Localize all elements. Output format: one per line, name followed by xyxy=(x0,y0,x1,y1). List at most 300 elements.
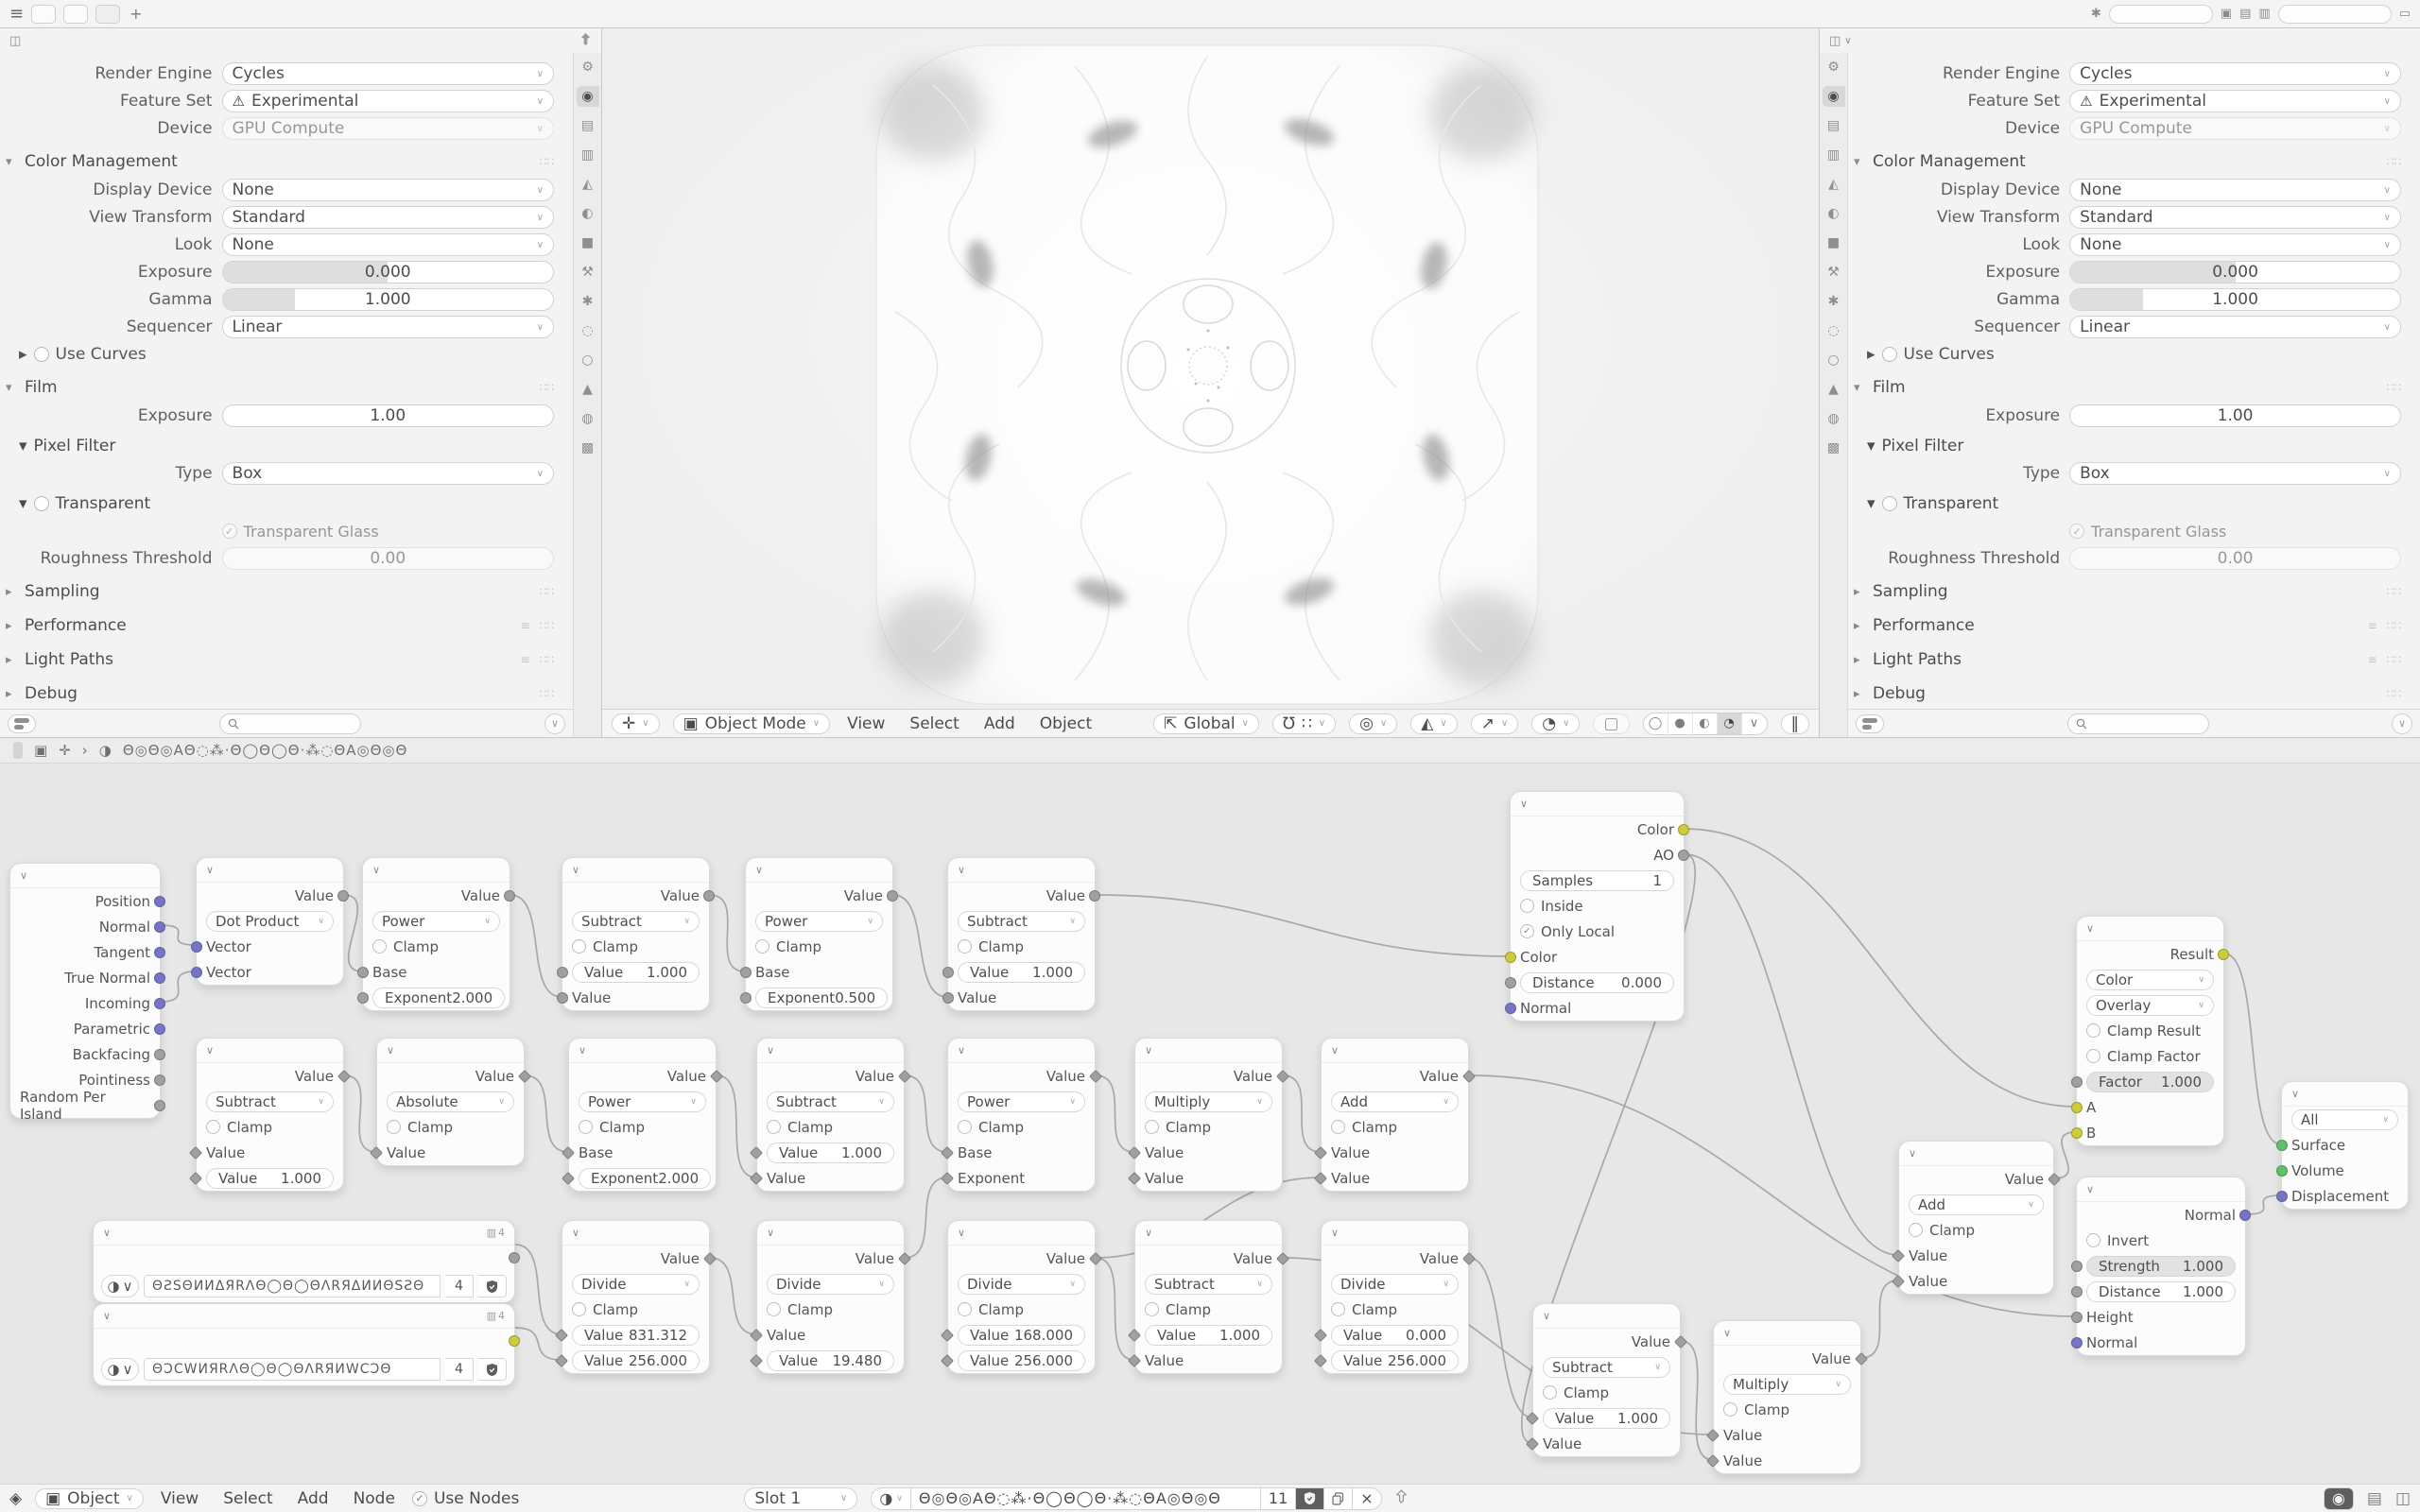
input-socket[interactable] xyxy=(191,967,202,978)
checkbox[interactable]: ✓ xyxy=(1520,924,1534,938)
operation-dropdown[interactable] xyxy=(1331,1274,1459,1295)
fake-user-shield-toggle[interactable] xyxy=(1296,1487,1324,1510)
pause-render-button[interactable] xyxy=(1781,713,1810,734)
output-socket[interactable] xyxy=(1678,824,1689,835)
node-math-multiply-1[interactable] xyxy=(1134,1038,1283,1192)
operation-dropdown[interactable] xyxy=(2086,995,2214,1016)
node-vector-math-dot[interactable] xyxy=(196,857,344,986)
mode-dropdown[interactable]: ▣ Object Mode ∨ xyxy=(673,713,830,734)
property-select-device[interactable] xyxy=(2069,117,2401,140)
value-field[interactable] xyxy=(2086,1281,2236,1302)
properties-tab-object-data[interactable]: ▲ xyxy=(1828,382,1839,397)
section-header-debug[interactable] xyxy=(1854,680,2407,707)
node-header[interactable]: ∨ xyxy=(757,1221,904,1246)
value-field[interactable] xyxy=(2086,1072,2214,1092)
value-field[interactable] xyxy=(1331,1325,1459,1346)
editor-type-icon[interactable]: ◈ xyxy=(9,1488,23,1508)
input-socket[interactable] xyxy=(1505,977,1516,988)
subsection-transparent[interactable] xyxy=(1854,491,2407,516)
checkbox[interactable] xyxy=(572,1302,586,1316)
viewport-3d[interactable] xyxy=(602,28,1819,737)
operation-dropdown[interactable] xyxy=(1909,1194,2044,1215)
node-header[interactable]: ∨ xyxy=(948,1039,1095,1063)
properties-tab-texture[interactable]: ▩ xyxy=(580,440,595,455)
properties-tab-tool[interactable]: ⚙ xyxy=(1827,60,1840,75)
checkbox[interactable] xyxy=(1145,1302,1159,1316)
workspace-tab[interactable] xyxy=(31,5,56,24)
display-filter-icon[interactable] xyxy=(1856,714,1884,733)
checkbox[interactable] xyxy=(2086,1023,2100,1038)
operation-dropdown[interactable] xyxy=(206,1091,334,1112)
node-texture-node-a[interactable] xyxy=(93,1220,515,1303)
operation-dropdown[interactable] xyxy=(579,1091,706,1112)
checkbox[interactable] xyxy=(1145,1120,1159,1134)
menu-view[interactable]: View xyxy=(160,1488,199,1508)
node-math-subtract-6[interactable] xyxy=(1532,1303,1681,1457)
property-slider-exposure[interactable] xyxy=(222,261,554,284)
overlay-icon-1[interactable]: ▤ xyxy=(2366,1488,2382,1508)
output-socket[interactable] xyxy=(2218,949,2229,960)
node-header[interactable]: ∨ ▥ 4 xyxy=(94,1221,514,1246)
property-select-render-engine[interactable] xyxy=(222,62,554,85)
tool-dropdown[interactable]: ✛ ∨ xyxy=(612,713,660,734)
preset-list-icon[interactable]: ≡ xyxy=(520,653,530,666)
properties-tab-output[interactable]: ▤ xyxy=(580,118,595,133)
input-socket[interactable] xyxy=(942,992,954,1004)
input-socket[interactable] xyxy=(2071,1102,2083,1113)
value-field[interactable] xyxy=(958,1325,1085,1346)
property-select-look[interactable] xyxy=(222,233,554,256)
node-math-power-4[interactable] xyxy=(947,1038,1096,1192)
property-select-look[interactable] xyxy=(2069,233,2401,256)
checkbox[interactable] xyxy=(1723,1402,1737,1417)
options-chevron-button[interactable]: ∨ xyxy=(2392,713,2412,734)
property-select-render-engine[interactable] xyxy=(2069,62,2401,85)
checkbox[interactable] xyxy=(579,1120,593,1134)
properties-tab-object-data[interactable]: ▲ xyxy=(582,382,593,397)
section-header-performance[interactable] xyxy=(1854,612,2407,639)
node-header[interactable]: ∨ xyxy=(569,1039,716,1063)
properties-tab-scene[interactable]: ◭ xyxy=(1828,177,1839,192)
property-select-type[interactable] xyxy=(2069,462,2401,485)
output-socket[interactable] xyxy=(1089,890,1100,902)
section-header-sampling[interactable] xyxy=(6,578,560,605)
value-field[interactable] xyxy=(579,1168,711,1189)
browse-material-button[interactable]: ◑ ∨ xyxy=(871,1487,911,1510)
node-math-subtract-5[interactable] xyxy=(1134,1220,1283,1374)
section-header-debug[interactable] xyxy=(6,680,560,707)
value-field[interactable] xyxy=(2086,1256,2236,1277)
value-field[interactable] xyxy=(572,962,700,983)
checkbox[interactable] xyxy=(958,1302,972,1316)
checkbox[interactable] xyxy=(1520,899,1534,913)
checkbox[interactable] xyxy=(387,1120,401,1134)
value-field[interactable] xyxy=(958,1350,1085,1371)
properties-tab-particles[interactable]: ✱ xyxy=(1827,294,1840,309)
checkbox[interactable] xyxy=(1882,496,1897,511)
node-header[interactable]: ∨ xyxy=(197,858,343,883)
node-math-add-1[interactable] xyxy=(1321,1038,1469,1192)
output-socket[interactable] xyxy=(337,890,349,902)
properties-tab-modifiers[interactable]: ⚒ xyxy=(581,265,594,280)
checkbox[interactable] xyxy=(767,1120,781,1134)
shading-material-preview-icon[interactable]: ◐ xyxy=(1693,713,1718,734)
output-socket[interactable] xyxy=(154,1023,165,1035)
node-math-divide-4[interactable] xyxy=(1321,1220,1469,1374)
property-select-sequencer[interactable] xyxy=(2069,316,2401,338)
link-icon[interactable]: ▣ xyxy=(2220,7,2233,21)
input-socket[interactable] xyxy=(740,992,752,1004)
section-header-sampling[interactable] xyxy=(1854,578,2407,605)
shading-wireframe-icon[interactable]: ◯ xyxy=(1644,713,1668,734)
node-header[interactable]: ∨ xyxy=(2077,917,2223,941)
node-math-add-2[interactable] xyxy=(1898,1141,2054,1295)
value-field[interactable] xyxy=(206,1168,334,1189)
fake-user-shield-toggle[interactable] xyxy=(478,1358,507,1381)
menu-view[interactable]: View xyxy=(847,713,886,733)
node-header[interactable]: ∨ xyxy=(948,1221,1095,1246)
subsection-pixel-filter[interactable] xyxy=(1854,434,2407,458)
node-header[interactable]: ∨ xyxy=(1899,1142,2053,1166)
properties-search-input[interactable] xyxy=(2067,713,2209,734)
node-texture-node-b[interactable] xyxy=(93,1303,515,1386)
input-socket[interactable] xyxy=(1505,952,1516,963)
properties-tab-material[interactable]: ◍ xyxy=(581,411,594,426)
property-number-exposure[interactable] xyxy=(222,404,554,427)
properties-tab-scene[interactable]: ◭ xyxy=(582,177,593,192)
checkbox[interactable] xyxy=(767,1302,781,1316)
use-nodes-toggle[interactable]: ✓ Use Nodes xyxy=(412,1489,519,1508)
node-mix-color[interactable] xyxy=(2076,916,2224,1146)
material-name-field[interactable]: Θ◎Θ◎AΘ◌⁂·Θ◯Θ◯Θ·⁂◌ΘA◎Θ◎Θ xyxy=(911,1487,1261,1510)
section-header-light-paths[interactable] xyxy=(6,646,560,673)
output-socket[interactable] xyxy=(887,890,898,902)
node-math-divide-1[interactable] xyxy=(562,1220,710,1374)
output-socket[interactable] xyxy=(509,1335,520,1347)
node-math-subtract-4[interactable] xyxy=(756,1038,905,1192)
operation-dropdown[interactable] xyxy=(1145,1091,1272,1112)
node-bump[interactable] xyxy=(2076,1177,2246,1356)
properties-tab-physics[interactable]: ◌ xyxy=(581,323,594,338)
value-field[interactable] xyxy=(767,1143,894,1163)
section-header-film[interactable] xyxy=(6,374,560,401)
input-socket[interactable] xyxy=(2071,1076,2083,1088)
value-field[interactable] xyxy=(572,1325,700,1346)
properties-tab-render[interactable]: ◉ xyxy=(577,86,599,107)
viewport-canvas[interactable] xyxy=(602,28,1819,709)
checkbox[interactable] xyxy=(1909,1223,1923,1237)
output-socket[interactable] xyxy=(154,998,165,1009)
property-slider-exposure[interactable] xyxy=(2069,261,2401,284)
copy-material-button[interactable] xyxy=(1324,1487,1353,1510)
texture-user-count[interactable]: 4 xyxy=(445,1358,474,1381)
new-scene-icon[interactable]: ▤ xyxy=(2239,7,2252,21)
output-socket[interactable] xyxy=(504,890,515,902)
menu-select[interactable]: Select xyxy=(223,1488,273,1508)
properties-tab-render[interactable]: ◉ xyxy=(1823,86,1845,107)
options-chevron-button[interactable]: ∨ xyxy=(544,713,565,734)
operation-dropdown[interactable] xyxy=(958,1274,1085,1295)
checkbox[interactable] xyxy=(1882,347,1897,362)
input-socket[interactable] xyxy=(2276,1140,2288,1151)
properties-tab-tool[interactable]: ⚙ xyxy=(581,60,594,75)
node-header[interactable]: ∨ xyxy=(197,1039,343,1063)
shader-type-dropdown[interactable]: ▣ Object ∨ xyxy=(35,1488,144,1509)
subsection-transparent[interactable] xyxy=(6,491,560,516)
input-socket[interactable] xyxy=(2071,1127,2083,1139)
node-header[interactable]: ∨ xyxy=(1322,1221,1468,1246)
properties-tab-view-layer[interactable]: ▥ xyxy=(1826,147,1841,163)
node-header[interactable]: ∨ xyxy=(2282,1082,2408,1107)
output-socket[interactable] xyxy=(509,1252,520,1263)
visibility-dropdown[interactable]: ◭ ∨ xyxy=(1410,713,1457,734)
output-socket[interactable] xyxy=(2239,1210,2251,1221)
node-header[interactable]: ∨ xyxy=(1135,1039,1282,1063)
display-filter-icon[interactable] xyxy=(8,714,36,733)
checkbox-checked-icon[interactable]: ✓ xyxy=(222,524,237,539)
add-workspace-button[interactable]: + xyxy=(130,5,143,23)
section-header-light-paths[interactable] xyxy=(1854,646,2407,673)
snap-dropdown[interactable]: ℧ ∷ ∨ xyxy=(1272,713,1336,734)
input-socket[interactable] xyxy=(557,992,568,1004)
menu-select[interactable]: Select xyxy=(909,713,959,733)
node-header[interactable]: ∨ xyxy=(1533,1304,1680,1329)
property-select-display-device[interactable] xyxy=(222,179,554,201)
menu-object[interactable]: Object xyxy=(1039,713,1093,733)
properties-tab-physics[interactable]: ◌ xyxy=(1827,323,1840,338)
editor-type-icon[interactable]: ◫ xyxy=(9,33,22,48)
xray-toggle[interactable] xyxy=(1593,713,1629,734)
node-header[interactable]: ∨ xyxy=(10,864,160,888)
operation-dropdown[interactable] xyxy=(2086,970,2214,990)
checkbox[interactable] xyxy=(2086,1049,2100,1063)
input-socket[interactable] xyxy=(942,967,954,978)
node-math-absolute[interactable] xyxy=(376,1038,525,1166)
unlink-material-button[interactable]: × xyxy=(1353,1487,1381,1510)
node-geometry[interactable] xyxy=(9,863,161,1123)
node-canvas[interactable] xyxy=(0,764,2420,1484)
section-header-color-management[interactable] xyxy=(1854,148,2407,175)
operation-dropdown[interactable] xyxy=(572,911,700,932)
value-field[interactable] xyxy=(572,1350,700,1371)
operation-dropdown[interactable] xyxy=(1145,1274,1272,1295)
value-field[interactable] xyxy=(767,1350,894,1371)
subsection-use-curves[interactable] xyxy=(6,342,560,367)
value-field[interactable] xyxy=(958,962,1085,983)
output-socket[interactable] xyxy=(1678,850,1689,861)
shading-rendered-icon[interactable]: ◔ xyxy=(1718,713,1742,734)
texture-user-count[interactable]: 4 xyxy=(445,1275,474,1297)
editor-type-icon[interactable]: ◫ xyxy=(1829,33,1841,48)
node-header[interactable]: ∨ xyxy=(757,1039,904,1063)
property-select-sequencer[interactable] xyxy=(222,316,554,338)
property-select-feature-set[interactable] xyxy=(222,90,554,112)
operation-dropdown[interactable] xyxy=(767,1091,894,1112)
input-socket[interactable] xyxy=(740,967,752,978)
property-slider-gamma[interactable] xyxy=(222,288,554,311)
shading-mode-segment[interactable] xyxy=(1643,713,1768,735)
node-header[interactable]: ∨ xyxy=(1714,1321,1860,1346)
browse-texture-button[interactable]: ◑ ∨ xyxy=(101,1275,139,1297)
input-socket[interactable] xyxy=(191,941,202,953)
value-field[interactable] xyxy=(755,988,888,1008)
input-socket[interactable] xyxy=(2071,1337,2083,1349)
operation-dropdown[interactable] xyxy=(206,911,334,932)
section-header-performance[interactable] xyxy=(6,612,560,639)
node-header[interactable]: ∨ xyxy=(562,858,709,883)
node-math-power-3[interactable] xyxy=(568,1038,717,1192)
texture-name-field[interactable]: ΘƆCWИЯRΛΘ◯Θ◯ΘΛRЯИWCƆΘ xyxy=(144,1358,441,1381)
node-header[interactable]: ∨ xyxy=(1322,1039,1468,1063)
properties-tab-object[interactable]: ■ xyxy=(580,235,595,250)
value-field[interactable] xyxy=(1520,972,1674,993)
output-socket[interactable] xyxy=(154,972,165,984)
property-select-type[interactable] xyxy=(222,462,554,485)
properties-tab-view-layer[interactable]: ▥ xyxy=(580,147,595,163)
property-select-view-transform[interactable] xyxy=(2069,206,2401,229)
node-header[interactable]: ∨ xyxy=(363,858,510,883)
node-header[interactable]: ∨ xyxy=(746,858,892,883)
node-header[interactable]: ∨ xyxy=(948,858,1095,883)
node-math-divide-2[interactable] xyxy=(756,1220,905,1374)
operation-dropdown[interactable] xyxy=(387,1091,514,1112)
texture-name-field[interactable]: ΘƧЅΘИИΔЯRΛΘ◯Θ◯ΘΛRЯΔИИΘЅƧΘ xyxy=(144,1275,441,1297)
value-field[interactable] xyxy=(372,988,505,1008)
browse-texture-button[interactable]: ◑ ∨ xyxy=(101,1358,139,1381)
operation-dropdown[interactable] xyxy=(958,1091,1085,1112)
checkbox[interactable] xyxy=(1331,1302,1345,1316)
node-ambient-occlusion[interactable] xyxy=(1510,791,1685,1022)
snapping-toggle[interactable]: ◉ xyxy=(2324,1487,2354,1510)
property-select-device[interactable] xyxy=(222,117,554,140)
section-header-film[interactable] xyxy=(1854,374,2407,401)
checkbox[interactable] xyxy=(1543,1385,1557,1400)
properties-tab-constraints[interactable]: ○ xyxy=(1827,352,1840,368)
shading-solid-icon[interactable]: ● xyxy=(1668,713,1693,734)
property-number-roughness-threshold[interactable] xyxy=(222,547,554,570)
input-socket[interactable] xyxy=(357,967,369,978)
node-math-subtract-2[interactable] xyxy=(947,857,1096,1011)
node-math-subtract-1[interactable] xyxy=(562,857,710,1011)
shading-dropdown-chevron[interactable]: ∨ xyxy=(1749,716,1759,730)
checkbox[interactable] xyxy=(34,347,49,362)
input-socket[interactable] xyxy=(2071,1261,2083,1272)
properties-search-input[interactable] xyxy=(219,713,361,734)
operation-dropdown[interactable] xyxy=(372,911,500,932)
value-field[interactable] xyxy=(1145,1325,1272,1346)
properties-tab-object[interactable]: ■ xyxy=(1826,235,1841,250)
pin-icon[interactable] xyxy=(579,32,592,50)
node-math-subtract-3[interactable] xyxy=(196,1038,344,1192)
operation-dropdown[interactable] xyxy=(755,911,883,932)
properties-tab-particles[interactable]: ✱ xyxy=(581,294,594,309)
section-header-color-management[interactable] xyxy=(6,148,560,175)
node-header[interactable]: ∨ ▥ 4 xyxy=(94,1304,514,1329)
view-layer-selector[interactable] xyxy=(2278,5,2392,24)
node-math-power-2[interactable] xyxy=(745,857,893,1011)
overlay-icon-2[interactable]: ◫ xyxy=(2394,1488,2411,1508)
output-socket[interactable] xyxy=(154,921,165,933)
output-socket[interactable] xyxy=(154,1100,165,1111)
node-header[interactable]: ∨ xyxy=(377,1039,524,1063)
output-socket[interactable] xyxy=(154,947,165,958)
node-header[interactable]: ∨ xyxy=(1135,1221,1282,1246)
property-select-feature-set[interactable] xyxy=(2069,90,2401,112)
add-view-layer-icon[interactable]: ▭ xyxy=(2398,7,2411,21)
pin-icon[interactable] xyxy=(1395,1489,1408,1508)
preset-list-icon[interactable]: ≡ xyxy=(520,619,530,632)
checkbox[interactable] xyxy=(372,939,387,954)
operation-dropdown[interactable] xyxy=(767,1274,894,1295)
checkbox-checked-icon[interactable]: ✓ xyxy=(2069,524,2084,539)
preset-list-icon[interactable]: ≡ xyxy=(2367,619,2377,632)
preset-list-icon[interactable]: ≡ xyxy=(2367,653,2377,666)
properties-tab-constraints[interactable]: ○ xyxy=(581,352,594,368)
operation-dropdown[interactable] xyxy=(1543,1357,1670,1378)
node-material-output[interactable] xyxy=(2281,1081,2409,1210)
value-field[interactable] xyxy=(1543,1408,1670,1429)
checkbox[interactable] xyxy=(755,939,769,954)
checkbox[interactable] xyxy=(958,939,972,954)
checkbox[interactable] xyxy=(572,939,586,954)
node-math-multiply-2[interactable] xyxy=(1713,1320,1861,1474)
app-menu-icon[interactable]: ≡ xyxy=(9,4,25,24)
operation-dropdown[interactable] xyxy=(1723,1374,1851,1395)
output-socket[interactable] xyxy=(154,1074,165,1086)
overlays-dropdown[interactable]: ◔ ∨ xyxy=(1531,713,1580,734)
subsection-use-curves[interactable] xyxy=(1854,342,2407,367)
node-header[interactable]: ∨ xyxy=(1511,792,1684,816)
checkbox[interactable] xyxy=(2086,1233,2100,1247)
orientation-dropdown[interactable]: ⇱ Global ∨ xyxy=(1153,713,1259,734)
fake-user-shield-toggle[interactable] xyxy=(478,1275,507,1297)
properties-tab-material[interactable]: ◍ xyxy=(1827,411,1840,426)
checkbox[interactable] xyxy=(958,1120,972,1134)
property-select-display-device[interactable] xyxy=(2069,179,2401,201)
property-number-exposure[interactable] xyxy=(2069,404,2401,427)
property-slider-gamma[interactable] xyxy=(2069,288,2401,311)
input-socket[interactable] xyxy=(557,967,568,978)
menu-add[interactable]: Add xyxy=(297,1488,329,1508)
property-select-view-transform[interactable] xyxy=(222,206,554,229)
material-user-count[interactable]: 11 xyxy=(1261,1487,1296,1510)
output-socket[interactable] xyxy=(154,896,165,907)
operation-dropdown[interactable] xyxy=(572,1274,700,1295)
gizmo-dropdown[interactable]: ↗ ∨ xyxy=(1471,713,1519,734)
properties-tab-world[interactable]: ◐ xyxy=(581,206,594,221)
property-number-roughness-threshold[interactable] xyxy=(2069,547,2401,570)
input-socket[interactable] xyxy=(2276,1191,2288,1202)
proportional-edit-dropdown[interactable]: ◎ ∨ xyxy=(1349,713,1397,734)
subsection-pixel-filter[interactable] xyxy=(6,434,560,458)
input-socket[interactable] xyxy=(2276,1165,2288,1177)
checkbox[interactable] xyxy=(34,496,49,511)
input-socket[interactable] xyxy=(357,992,369,1004)
menu-add[interactable]: Add xyxy=(983,713,1015,733)
menu-node[interactable]: Node xyxy=(353,1488,395,1508)
operation-dropdown[interactable] xyxy=(958,911,1085,932)
input-socket[interactable] xyxy=(2071,1312,2083,1323)
workspace-tab[interactable] xyxy=(95,5,120,24)
output-socket[interactable] xyxy=(154,1049,165,1060)
properties-tab-world[interactable]: ◐ xyxy=(1827,206,1840,221)
node-math-divide-3[interactable] xyxy=(947,1220,1096,1374)
region-handle[interactable] xyxy=(13,742,23,759)
properties-tab-output[interactable]: ▤ xyxy=(1826,118,1841,133)
input-socket[interactable] xyxy=(1505,1003,1516,1014)
workspace-tab[interactable] xyxy=(63,5,88,24)
operation-dropdown[interactable] xyxy=(2291,1109,2398,1130)
